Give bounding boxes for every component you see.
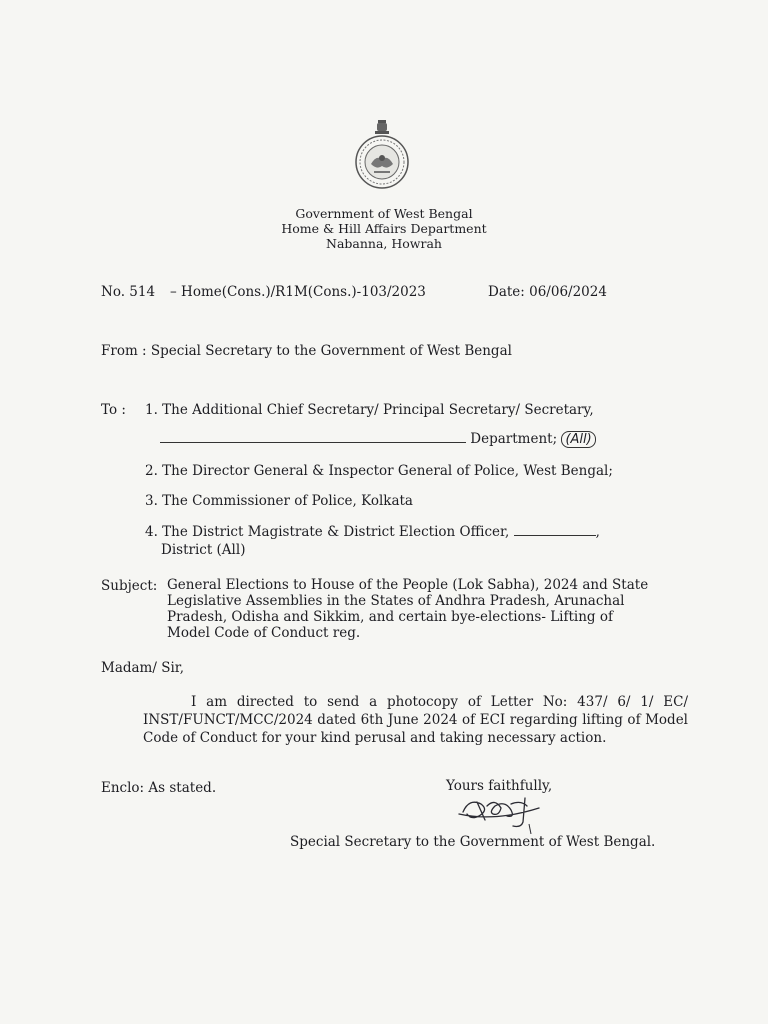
subject-line: Pradesh, Odisha and Sikkim, and certain bye-elections- Lifting of <box>167 609 613 625</box>
body-text: I am directed to send a photocopy of Letter No: 437/ 6/ 1/ EC/ INST/FUNCT/MCC/2024 dated 6th June 2024 of ECI regarding lifting of Model Code of Conduct for your kind perusal and taking necessary action. <box>143 694 688 746</box>
memo-code: – Home(Cons.)/R1M(Cons.)-103/2023 <box>170 284 426 300</box>
recipient-1-line1: 1. The Additional Chief Secretary/ Principal Secretary/ Secretary, <box>145 402 594 418</box>
header-line-department: Home & Hill Affairs Department <box>281 221 487 236</box>
enclosure-note: Enclo: As stated. <box>101 780 217 796</box>
recipient-4-line1 <box>145 523 600 541</box>
handwritten-all-annotation: (All) <box>561 431 595 448</box>
body-paragraph <box>143 693 688 747</box>
salutation: Madam/ Sir, <box>101 660 185 676</box>
recipient-1-line2 <box>160 430 596 449</box>
header-line-government: Government of West Bengal <box>295 206 473 221</box>
department-blank <box>160 442 466 443</box>
department-header <box>234 206 534 251</box>
from-line: From : Special Secretary to the Government of West Bengal <box>101 343 512 359</box>
header-line-address: Nabanna, Howrah <box>326 236 442 251</box>
recipient-4-text: 4. The District Magistrate & District Election Officer, <box>145 524 510 540</box>
recipient-3: 3. The Commissioner of Police, Kolkata <box>145 493 413 509</box>
signatory-designation: Special Secretary to the Government of West Bengal. <box>290 834 656 850</box>
memo-date: Date: 06/06/2024 <box>488 284 607 300</box>
closing-phrase: Yours faithfully, <box>446 778 553 794</box>
recipient-4-trailing: , <box>595 524 600 540</box>
subject-text <box>167 577 647 641</box>
state-emblem-seal-icon <box>347 118 417 190</box>
subject-line: Legislative Assemblies in the States of Andhra Pradesh, Arunachal <box>167 593 625 609</box>
signature-mark-icon <box>455 792 555 834</box>
subject-line: Model Code of Conduct reg. <box>167 625 361 641</box>
to-label: To : <box>101 402 126 418</box>
recipient-4-line2: District (All) <box>161 542 246 558</box>
recipient-2: 2. The Director General & Inspector General of Police, West Bengal; <box>145 463 613 479</box>
memo-number: No. 514 <box>101 284 156 300</box>
recipient-1-dept: Department; <box>470 431 558 447</box>
subject-line: General Elections to House of the People (Lok Sabha), 2024 and State <box>167 577 649 593</box>
subject-label: Subject: <box>101 578 158 594</box>
district-blank <box>514 535 596 536</box>
